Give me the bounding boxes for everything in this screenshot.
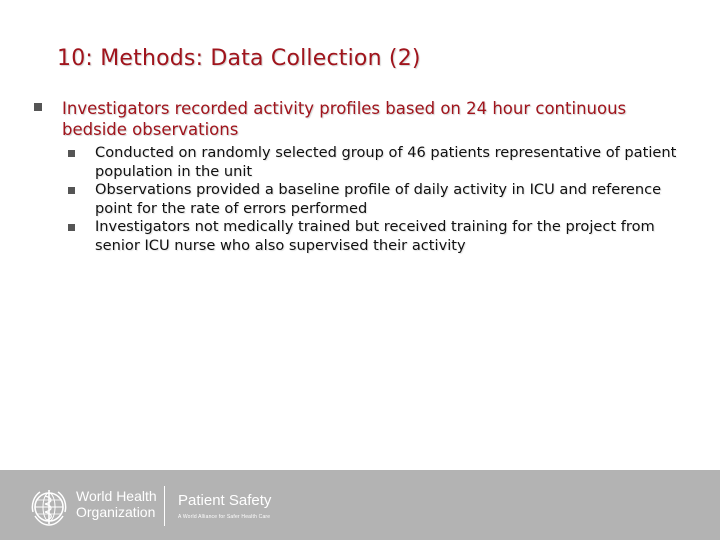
sub-bullet-text: Conducted on randomly selected group of 46 patients representative of patient population in the unit (95, 144, 677, 180)
main-bullet (34, 98, 684, 140)
footer-divider (164, 486, 165, 526)
sub-bullet-item (68, 144, 684, 181)
bullet-square-icon (68, 224, 75, 231)
bullet-square-icon (68, 150, 75, 157)
who-emblem-icon (28, 486, 70, 528)
patient-safety-tagline: A World Alliance for Safer Health Care (178, 514, 271, 520)
sub-bullet-text: Investigators not medically trained but received training for the project from senior ICU nurse who also supervised their activity (95, 218, 655, 254)
sub-bullet-list (34, 144, 684, 255)
bullet-square-icon (68, 187, 75, 194)
sub-bullet-item (68, 181, 684, 218)
patient-safety-title: Patient Safety (178, 492, 272, 509)
main-bullet-text: Investigators recorded activity profiles based on 24 hour continuous bedside observations (62, 99, 627, 139)
footer-bar (0, 470, 720, 540)
slide-title: 10: Methods: Data Collection (2) (57, 46, 421, 71)
sub-bullet-item (68, 218, 684, 255)
slide-content (34, 98, 684, 255)
org-name-line1: World Health (76, 488, 157, 504)
bullet-square-icon (34, 103, 42, 111)
who-wordmark (76, 488, 157, 520)
sub-bullet-text: Observations provided a baseline profile of daily activity in ICU and reference point for the rate of errors performed (95, 181, 662, 217)
org-name-line2: Organization (76, 504, 156, 520)
